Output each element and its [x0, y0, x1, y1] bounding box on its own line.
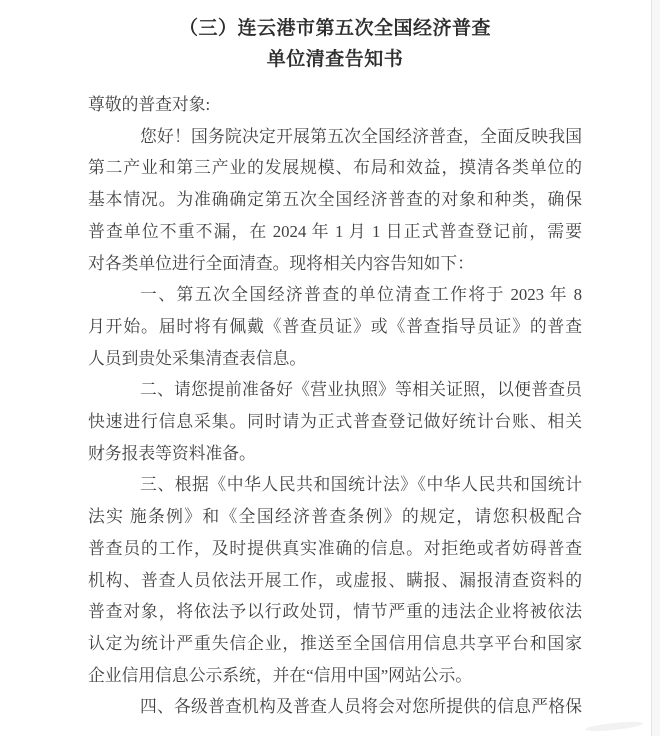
doc-line: 普查员的工作，及时提供真实准确的信息。对拒绝或者妨碍普查: [88, 538, 582, 558]
doc-line: 人员到贵处采集清查表信息。: [88, 348, 307, 368]
doc-salutation: 尊敬的普查对象:: [88, 95, 211, 114]
doc-line: 财务报表等资料准备。: [88, 443, 256, 463]
doc-line: 一、第五次全国经济普查的单位清查工作将于 2023 年 8: [140, 285, 582, 305]
doc-line: 普查单位不重不漏，在 2024 年 1 月 1 日正式普查登记前，需要: [88, 221, 582, 241]
doc-title-line-1: （三）连云港市第五次全国经济普查: [178, 18, 491, 39]
doc-line: 二、请您提前准备好《营业执照》等相关证照，以便普查员: [140, 380, 582, 400]
doc-line: 法实 施条例》和《全国经济普查条例》的规定，请您积极配合: [88, 507, 582, 527]
doc-line: 快速进行信息采集。同时请为正式普查登记做好统计台账、相关: [88, 412, 582, 432]
doc-line: 四、各级普查机构及普查人员将会对您所提供的信息严格保: [140, 697, 582, 717]
doc-line: 机构、普查人员依法开展工作，或虚报、瞒报、漏报清查资料的: [88, 570, 582, 590]
doc-title-line-2: 单位清查告知书: [266, 49, 404, 70]
doc-line: 普查对象，将依法予以行政处罚，情节严重的违法企业将被依法: [88, 602, 582, 622]
doc-line: 第二产业和第三产业的发展规模、布局和效益，摸清各类单位的: [88, 158, 582, 178]
notice-document: [88, 14, 582, 723]
doc-line: 对各类单位进行全面清查。现将相关内容告知如下：: [88, 253, 474, 273]
doc-line: 基本情况。为准确确定第五次全国经济普查的对象和种类，确保: [88, 190, 582, 210]
scan-edge-strip: [651, 0, 660, 736]
scan-smudge: [585, 720, 643, 733]
scan-edge-line: [651, 0, 652, 736]
doc-line: 三、根据《中华人民共和国统计法》《中华人民共和国统计: [140, 475, 582, 495]
doc-line: 认定为统计严重失信企业，推送至全国信用信息共享平台和国家: [88, 633, 582, 653]
doc-line: 企业信用信息公示系统，并在“信用中国”网站公示。: [88, 665, 473, 685]
doc-line: 您好！国务院决定开展第五次全国经济普查，全面反映我国: [140, 126, 582, 146]
doc-body: [88, 89, 582, 723]
doc-line: 月开始。届时将有佩戴《普查员证》或《普查指导员证》的普查: [88, 316, 582, 336]
